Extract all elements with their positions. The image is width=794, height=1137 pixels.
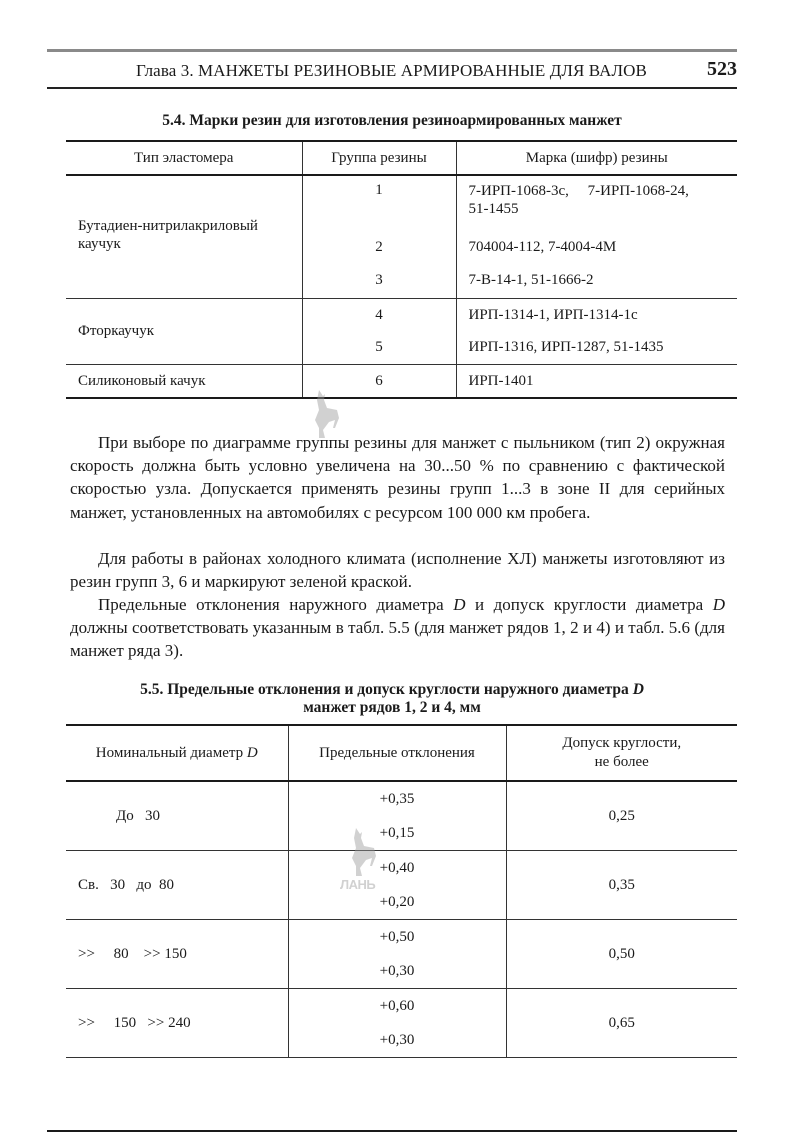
table-5-5-title-line1 [47,681,737,699]
watermark-text: ЛАНЬ [340,877,376,892]
symbol-D: D [246,744,258,761]
table-5-4-title: 5.4. Марки резин для изготовления резиноармированных манжет [162,112,622,129]
header-rule [47,87,737,89]
deviation-upper: +0,50 [379,929,415,945]
roundness-cell: 0,50 [506,920,737,989]
table-row [66,175,737,232]
title-text: 5.5. Предельные отклонения и допуск круглости наружного диаметра [140,681,633,698]
deer-logo-icon [340,826,384,878]
deviation-upper: +0,35 [379,791,415,807]
col-header-deviations: Предельные отклонения [288,725,506,781]
elastomer-name-line2: каучук [78,236,121,252]
bottom-rule [47,1130,737,1132]
diameter-cell: До 30 [66,781,288,851]
grade-line1: 7-ИРП-1068-3с, 7-ИРП-1068-24, [468,183,689,199]
deviation-cell [288,781,506,851]
col-header-diameter [66,725,288,781]
symbol-D: D [632,681,644,698]
grade-cell: ИРП-1401 [456,365,737,399]
table-row [66,989,737,1058]
symbol-D: D [712,595,725,614]
table-5-5 [66,724,737,1058]
elastomer-cell: Фторкаучук [66,299,302,365]
deviation-upper: +0,60 [379,998,415,1014]
group-cell: 2 [302,232,456,262]
paragraph-3-text-a: Предельные отклонения наружного диаметра [98,595,454,614]
deviation-lower: +0,15 [379,825,415,841]
table-row [66,365,737,399]
deviation-lower: +0,30 [379,1032,415,1048]
grade-cell: 704004-112, 7-4004-4М [468,238,617,255]
deviation-upper: +0,40 [379,860,415,876]
grade-cell: ИРП-1314-1, ИРП-1314-1с [468,306,638,323]
paragraph-1: При выборе по диаграмме группы резины для манжет с пыльником (тип 2) окружная скорость должна быть условно увеличена на 30...50 % по сравнению с фактической скоростью узла. Допускается применять резины групп 1...3 в зоне II для серийных манжет, установленных на автомобилях с ресурсом 100 000 км пробега. [70,433,725,522]
roundness-cell: 0,25 [506,781,737,851]
paragraph-3-text-b: и допуск круглости диаметра [465,595,713,614]
group-cell: 5 [302,331,456,365]
grade-cell: 7-В-14-1, 51-1666-2 [456,262,737,299]
paragraph-3 [70,593,725,663]
symbol-D: D [453,595,466,614]
col-header-roundness-line2: не более [594,754,649,770]
table-5-5-title-line2: манжет рядов 1, 2 и 4, мм [303,699,481,716]
col-header-grade: Марка (шифр) резины [456,141,737,175]
group-cell: 6 [302,365,456,399]
table-row [66,299,737,332]
page-number: 523 [707,58,737,80]
elastomer-cell [66,175,302,299]
diameter-cell: Св. 30 до 80 [66,851,288,920]
running-header-title: Глава 3. МАНЖЕТЫ РЕЗИНОВЫЕ АРМИРОВАННЫЕ ДЛЯ ВАЛОВ [135,61,647,80]
elastomer-name-line1: Бутадиен-нитрилакриловый [78,218,258,234]
table-header-row [66,725,737,781]
deviation-cell [288,920,506,989]
top-rule [47,49,737,52]
roundness-cell: 0,65 [506,989,737,1058]
col-header-elastomer: Тип эластомера [66,141,302,175]
table-header-row [66,141,737,175]
diameter-cell: >> 150 >> 240 [66,989,288,1058]
table-row [66,851,737,920]
grade-cell: ИРП-1316, ИРП-1287, 51-1435 [456,331,737,365]
elastomer-cell: Силиконовый качук [66,365,302,399]
group-cell: 4 [302,299,456,332]
table-row [66,781,737,851]
table-5-4 [66,140,737,399]
col-header-group: Группа резины [302,141,456,175]
grade-line2: 51-1455 [468,201,519,217]
group-cell: 3 [302,262,456,299]
watermark-lan [340,826,384,896]
deviation-lower: +0,20 [379,894,415,910]
group-cell: 1 [302,175,456,232]
col-header-roundness [506,725,737,781]
table-5-5-title [47,681,737,717]
table-row [66,920,737,989]
grade-cell [456,175,737,232]
col-header-roundness-line1: Допуск круглости, [562,735,682,751]
deviation-cell [288,989,506,1058]
col-header-diameter-text: Номинальный диаметр [95,744,247,761]
diameter-cell: >> 80 >> 150 [66,920,288,989]
deviation-cell [288,851,506,920]
roundness-cell: 0,35 [506,851,737,920]
paragraph-3-text-c: должны соответствовать указанным в табл. 5.5 (для манжет рядов 1, 2 и 4) и табл. 5.6 (для манжет ряда 3). [70,618,725,661]
paragraph-2: Для работы в районах холодного климата (исполнение ХЛ) манжеты изготовляют из резин групп 3, 6 и маркируют зеленой краской. [70,549,725,592]
deviation-lower: +0,30 [379,963,415,979]
